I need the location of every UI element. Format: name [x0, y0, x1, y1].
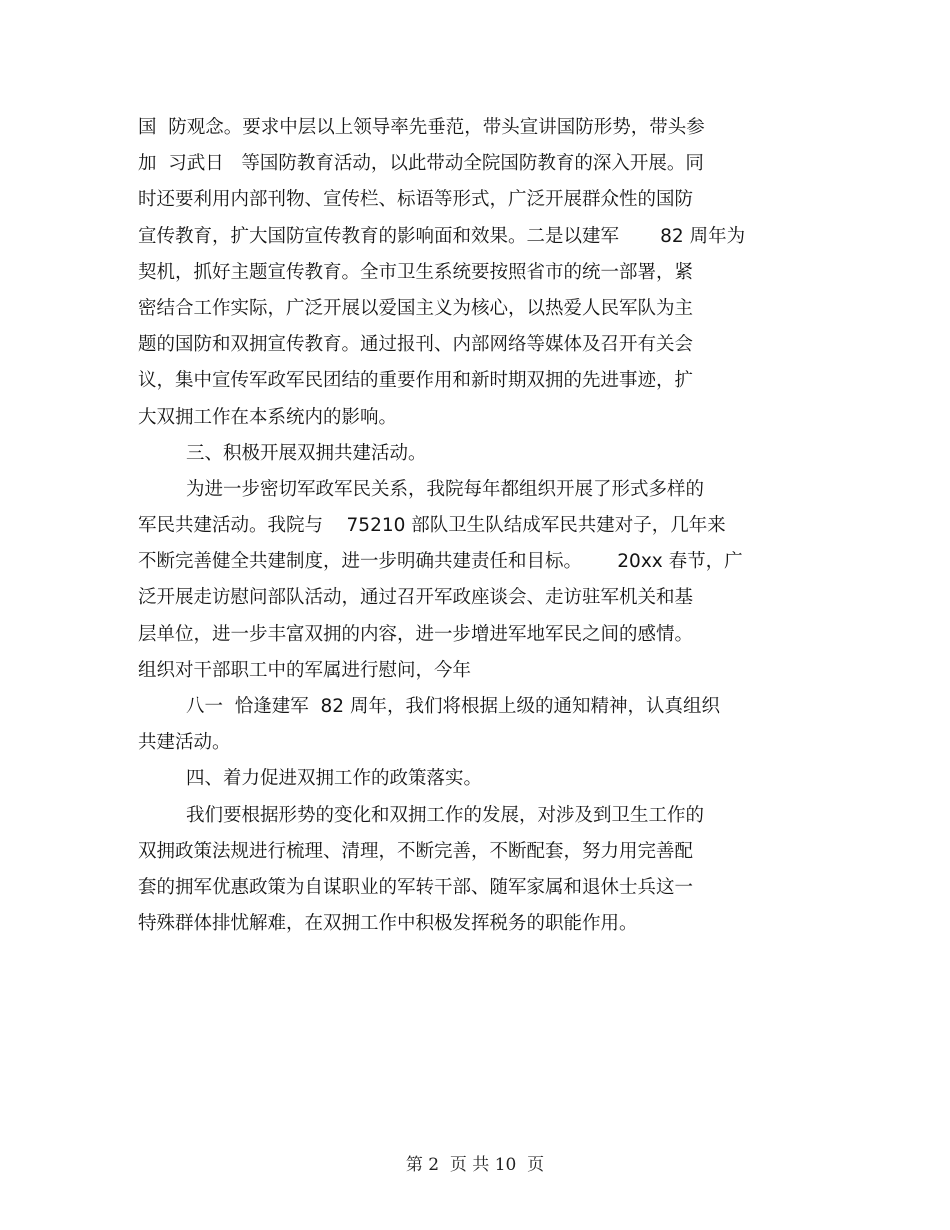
paragraph-first-line: 为进一步密切军政军民关系，我院每年都组织开展了形式多样的 — [186, 478, 705, 500]
text-line: 双拥政策法规进行梳理、清理，不断完善，不断配套，努力用完善配 — [138, 840, 694, 862]
paragraph-first-line: 八一 恰逢建军 82 周年，我们将根据上级的通知精神，认真组织 — [186, 696, 720, 717]
page-number-footer: 第 2 页 共 10 页 — [405, 1155, 545, 1175]
text-line: 组织对干部职工中的军属进行慰问，今年 — [138, 659, 472, 681]
text-line: 共建活动。 — [138, 732, 231, 754]
text-line: 泛开展走访慰问部队活动，通过召开军政座谈会、走访驻军机关和基 — [138, 587, 694, 609]
section-heading: 四、着力促进双拥工作的政策落实。 — [186, 768, 483, 790]
text-line: 大双拥工作在本系统内的影响。 — [138, 406, 398, 428]
text-line: 题的国防和双拥宣传教育。通过报刊、内部网络等媒体及召开有关会 — [138, 334, 694, 356]
text-line: 密结合工作实际，广泛开展以爱国主义为核心，以热爱人民军队为主 — [138, 297, 694, 319]
text-line: 特殊群体排忧解难，在双拥工作中积极发挥税务的职能作用。 — [138, 913, 638, 935]
text-line: 国 防观念。要求中层以上领导率先垂范，带头宣讲国防形势，带头参 — [138, 117, 705, 138]
text-line: 议，集中宣传军政军民团结的重要作用和新时期双拥的先进事迹，扩 — [138, 370, 694, 392]
text-line: 军民共建活动。我院与 75210 部队卫生队结成军民共建对子，几年来 — [138, 515, 726, 537]
text-line: 不断完善健全共建制度，进一步明确共建责任和目标。 20xx 春节，广 — [138, 551, 743, 573]
text-line: 契机，抓好主题宣传教育。全市卫生系统要按照省市的统一部署，紧 — [138, 261, 694, 283]
text-line: 宣传教育，扩大国防宣传教育的影响面和效果。二是以建军 82 周年为 — [138, 225, 746, 247]
text-line: 层单位，进一步丰富双拥的内容，进一步增进军地军民之间的感情。 — [138, 623, 694, 645]
section-heading: 三、积极开展双拥共建活动。 — [186, 442, 427, 464]
body-text — [138, 110, 818, 942]
paragraph-first-line: 我们要根据形势的变化和双拥工作的发展，对涉及到卫生工作的 — [186, 804, 705, 826]
text-line: 时还要利用内部刊物、宣传栏、标语等形式，广泛开展群众性的国防 — [138, 189, 694, 211]
text-line: 加 习武日 等国防教育活动，以此带动全院国防教育的深入开展。同 — [138, 153, 704, 175]
text-line: 套的拥军优惠政策为自谋职业的军转干部、随军家属和退休士兵这一 — [138, 876, 694, 898]
